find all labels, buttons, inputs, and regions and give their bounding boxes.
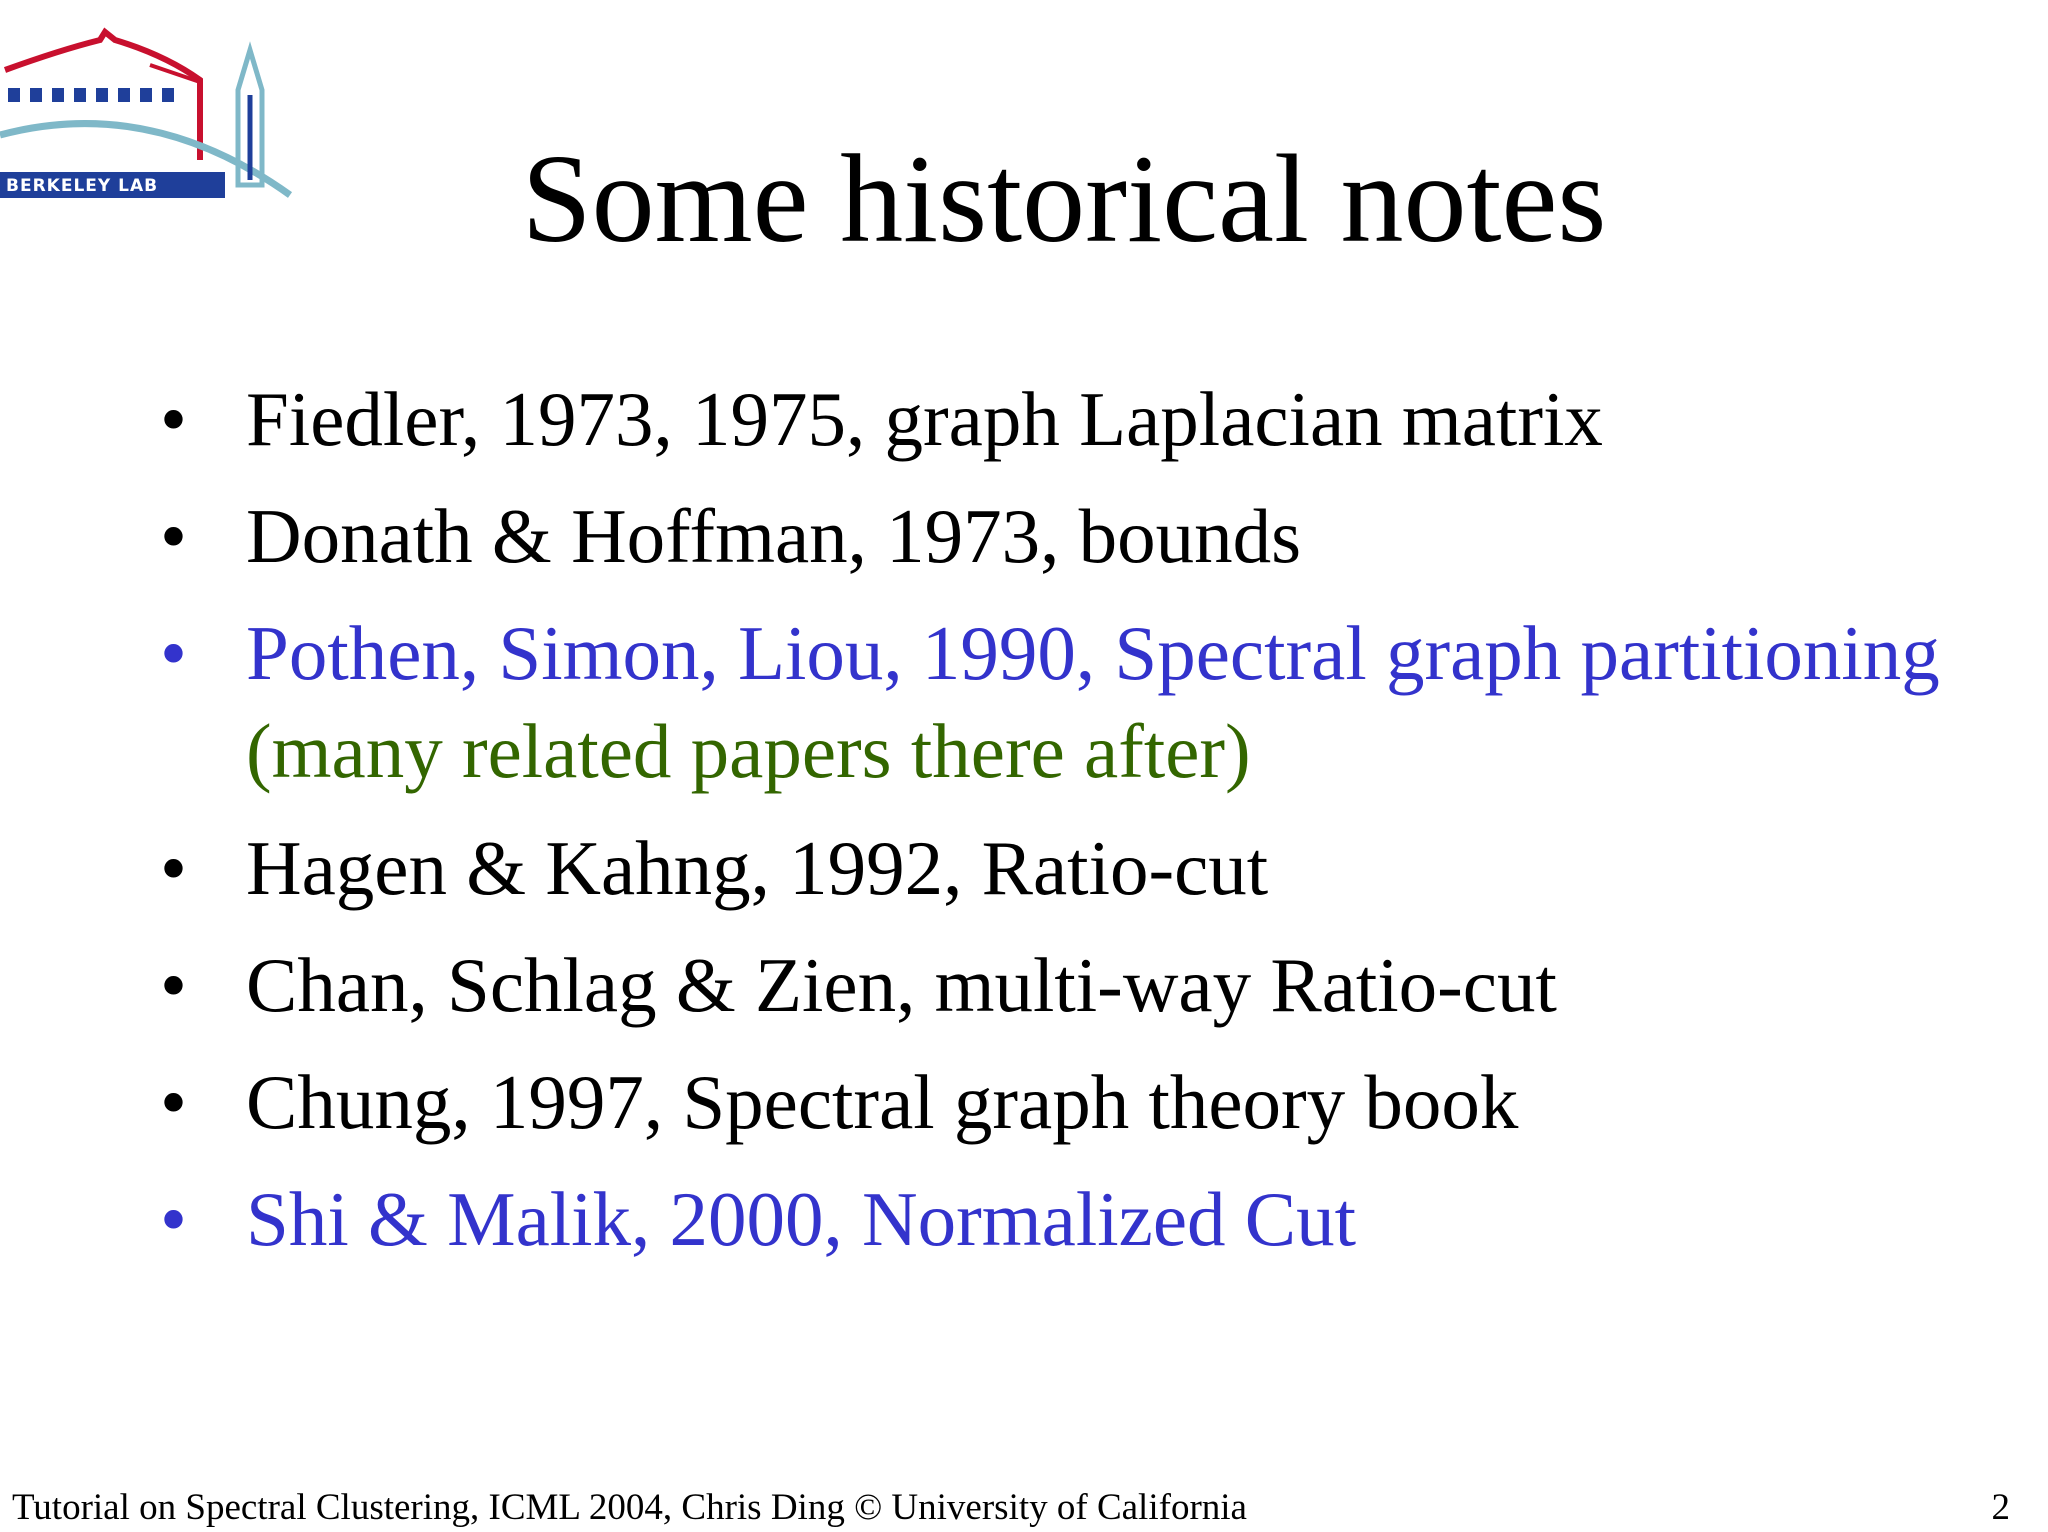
bullet-dot-icon: • <box>160 376 187 462</box>
bullet-dot-icon: • <box>160 1176 187 1262</box>
bullet-dot-icon: • <box>160 493 187 579</box>
page-number: 2 <box>1991 1487 2010 1528</box>
bullet-item <box>160 1053 2010 1151</box>
bullet-text: Fiedler, 1973, 1975, graph Laplacian matrix <box>246 376 1603 462</box>
bullet-item <box>160 370 2010 468</box>
bullet-text: Donath & Hoffman, 1973, bounds <box>246 493 1302 579</box>
bullet-dot-icon: • <box>160 1059 187 1145</box>
slide-title: Some historical notes <box>521 130 1607 269</box>
bullet-text: Chan, Schlag & Zien, multi-way Ratio-cut <box>246 942 1557 1028</box>
bullet-text: Chung, 1997, Spectral graph theory book <box>246 1059 1519 1145</box>
logo-windows <box>8 88 174 102</box>
bullet-text: Hagen & Kahng, 1992, Ratio-cut <box>246 825 1269 911</box>
bullet-list <box>160 370 2010 1287</box>
bullet-item <box>160 487 2010 585</box>
bullet-item <box>160 1170 2010 1268</box>
bullet-item <box>160 936 2010 1034</box>
bullet-item <box>160 604 2010 800</box>
bullet-dot-icon: • <box>160 942 187 1028</box>
bullet-dot-icon: • <box>160 610 187 696</box>
bullet-text: Shi & Malik, 2000, Normalized Cut <box>246 1176 1356 1262</box>
bullet-item <box>160 819 2010 917</box>
bullet-text: Pothen, Simon, Liou, 1990, Spectral graph partitioning <box>246 610 1940 696</box>
bullet-dot-icon: • <box>160 825 187 911</box>
footer-text: Tutorial on Spectral Clustering, ICML 2004, Chris Ding © University of California <box>12 1487 1247 1528</box>
logo-text: BERKELEY LAB <box>6 176 159 196</box>
bullet-text: (many related papers there after) <box>246 708 1251 794</box>
